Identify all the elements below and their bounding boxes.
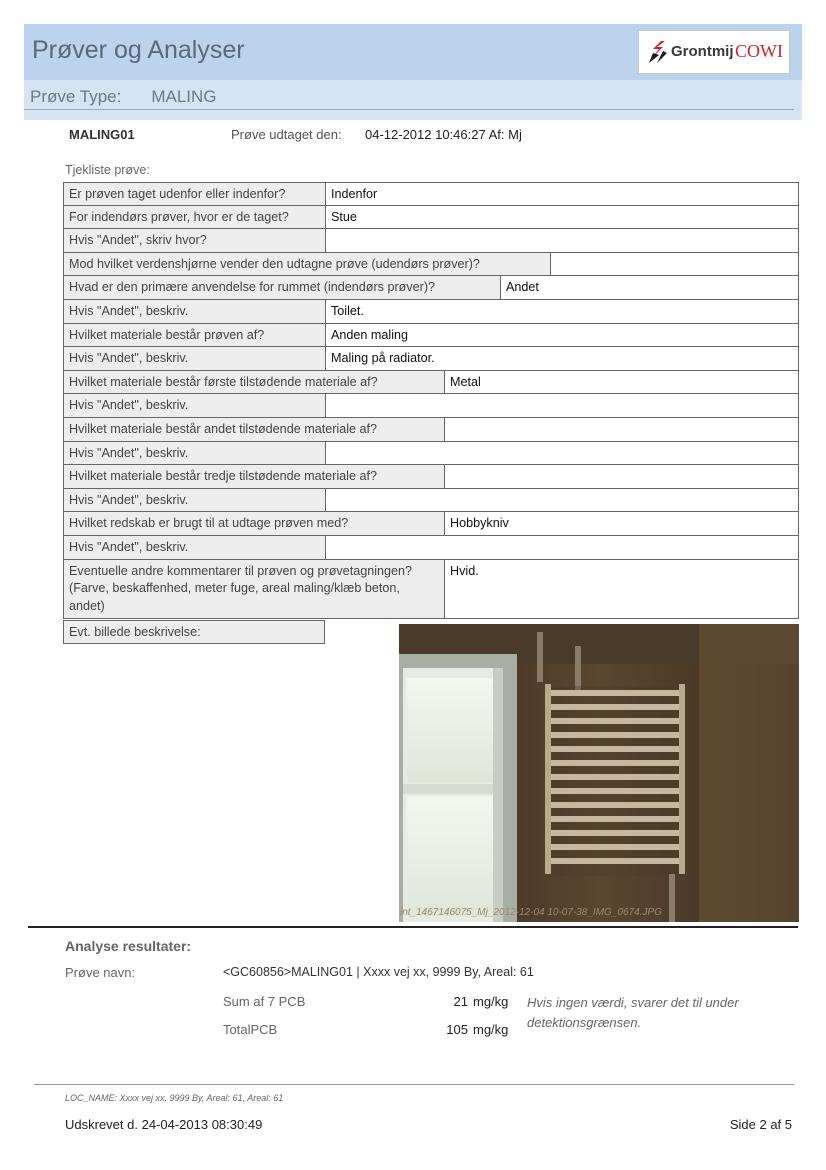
sample-type-row: [30, 87, 217, 107]
checklist-question: Hvis "Andet", beskriv.: [64, 347, 326, 370]
checklist-question: Hvilket materiale består prøven af?: [64, 324, 326, 347]
footer-page-number: Side 2 af 5: [729, 1117, 792, 1132]
checklist-row: [63, 300, 799, 324]
results-note: Hvis ingen værdi, svarer det til under detektionsgrænsen.: [527, 995, 739, 1030]
checklist-row: [63, 182, 799, 206]
checklist-row: [63, 442, 799, 466]
result-value: 105: [446, 1022, 468, 1037]
page-title: Prøver og Analyser: [32, 36, 245, 64]
checklist-row: [63, 371, 799, 395]
checklist-row: [63, 512, 799, 536]
checklist-answer: Indenfor: [331, 187, 378, 201]
checklist-question: Hvad er den primære anvendelse for rummet (indendørs prøver)?: [64, 276, 501, 299]
checklist-answer: [551, 253, 798, 276]
footer-location: LOC_NAME: Xxxx vej xx, 9999 By, Areal: 61, Areal: 61: [65, 1093, 284, 1103]
result-label: Sum af 7 PCB: [223, 994, 306, 1009]
checklist-row: [63, 465, 799, 489]
checklist-row: [63, 394, 799, 418]
logo-cowi-text: COWI: [735, 41, 783, 61]
checklist-answer: [445, 465, 798, 488]
logo-grontmij-text: Grontmij: [671, 43, 734, 60]
results-title: Analyse resultater:: [65, 938, 192, 954]
photo-description-label: Evt. billede beskrivelse:: [63, 620, 325, 644]
checklist-question: Hvilket materiale består første tilstødende materiale af?: [64, 371, 445, 394]
checklist-row: [63, 276, 799, 300]
checklist-answer: [326, 442, 798, 465]
company-logo: [638, 30, 790, 74]
results-name-value: <GC60856>MALING01 | Xxxx vej xx, 9999 By, Areal: 61: [223, 965, 534, 979]
section-divider: [28, 926, 798, 928]
checklist-question: Hvilket materiale består tredje tilstødende materiale af?: [64, 465, 445, 488]
checklist-question: Eventuelle andre kommentarer til prøven og prøvetagningen? (Farve, beskaffenhed, meter fuge, areal maling/klæb beton, andet): [64, 560, 445, 618]
checklist-question: Hvis "Andet", beskriv.: [64, 489, 326, 512]
checklist-answer: Metal: [450, 374, 481, 389]
results-name-label: Prøve navn:: [65, 965, 136, 980]
checklist-answer: Hobbykniv: [450, 516, 509, 531]
checklist-question: Hvilket redskab er brugt til at udtage prøven med?: [64, 512, 445, 535]
sample-type-label: Prøve Type:: [30, 87, 122, 106]
checklist-table: [63, 182, 799, 619]
checklist-question: Hvis "Andet", skriv hvor?: [64, 229, 326, 252]
checklist-question: For indendørs prøver, hvor er de taget?: [64, 206, 326, 229]
checklist-question: Er prøven taget udenfor eller indenfor?: [64, 183, 326, 205]
grontmij-logo-icon: [647, 39, 669, 65]
checklist-row: [63, 418, 799, 442]
checklist-row: [63, 229, 799, 253]
photo-caption: int_1467146075_Mj_2012-12-04 10-07-38_IMG_0674.JPG: [400, 907, 662, 918]
result-unit: mg/kg: [473, 1022, 509, 1037]
checklist-answer: [326, 394, 798, 417]
checklist-question: Hvis "Andet", beskriv.: [64, 300, 326, 323]
checklist-question: Hvis "Andet", beskriv.: [64, 536, 326, 559]
sample-taken-label: Prøve udtaget den:: [231, 127, 342, 142]
checklist-answer: [326, 229, 798, 252]
checklist-answer: Maling på radiator.: [331, 351, 435, 366]
checklist-question: Hvilket materiale består andet tilstødende materiale af?: [64, 418, 445, 441]
checklist-answer: Toilet.: [331, 303, 364, 318]
sample-type-value: MALING: [151, 87, 217, 106]
checklist-question: Hvis "Andet", beskriv.: [64, 442, 326, 465]
checklist-row: [63, 489, 799, 513]
checklist-answer: Andet: [506, 280, 539, 295]
checklist-answer: Anden maling: [331, 327, 409, 342]
checklist-answer: Stue: [331, 209, 357, 224]
checklist-title: Tjekliste prøve:: [65, 163, 150, 177]
checklist-answer: [326, 536, 798, 559]
checklist-row: [63, 206, 799, 230]
footer-printed-date: Udskrevet d. 24-04-2013 08:30:49: [65, 1117, 263, 1132]
footer-divider: [34, 1084, 794, 1085]
report-header: [24, 24, 802, 120]
checklist-answer: [445, 418, 798, 441]
checklist-question: Mod hvilket verdenshjørne vender den udtagne prøve (udendørs prøver)?: [64, 253, 551, 276]
checklist-answer: [326, 489, 798, 512]
checklist-row: [63, 536, 799, 560]
result-value: 21: [453, 994, 468, 1009]
sample-id: MALING01: [69, 127, 135, 142]
header-divider: [24, 109, 794, 110]
sample-photo: [399, 624, 799, 922]
header-title-bar: [24, 24, 802, 80]
checklist-answer: Hvid.: [450, 563, 479, 578]
checklist-row: [63, 560, 799, 619]
checklist-row: [63, 253, 799, 277]
result-unit: mg/kg: [473, 994, 509, 1009]
checklist-row: [63, 347, 799, 371]
checklist-row: [63, 324, 799, 348]
radiator-photo-image: [399, 624, 799, 922]
sample-taken-value: 04-12-2012 10:46:27 Af: Mj: [365, 127, 522, 142]
checklist-question: Hvis "Andet", beskriv.: [64, 394, 326, 417]
result-label: TotalPCB: [223, 1022, 278, 1037]
